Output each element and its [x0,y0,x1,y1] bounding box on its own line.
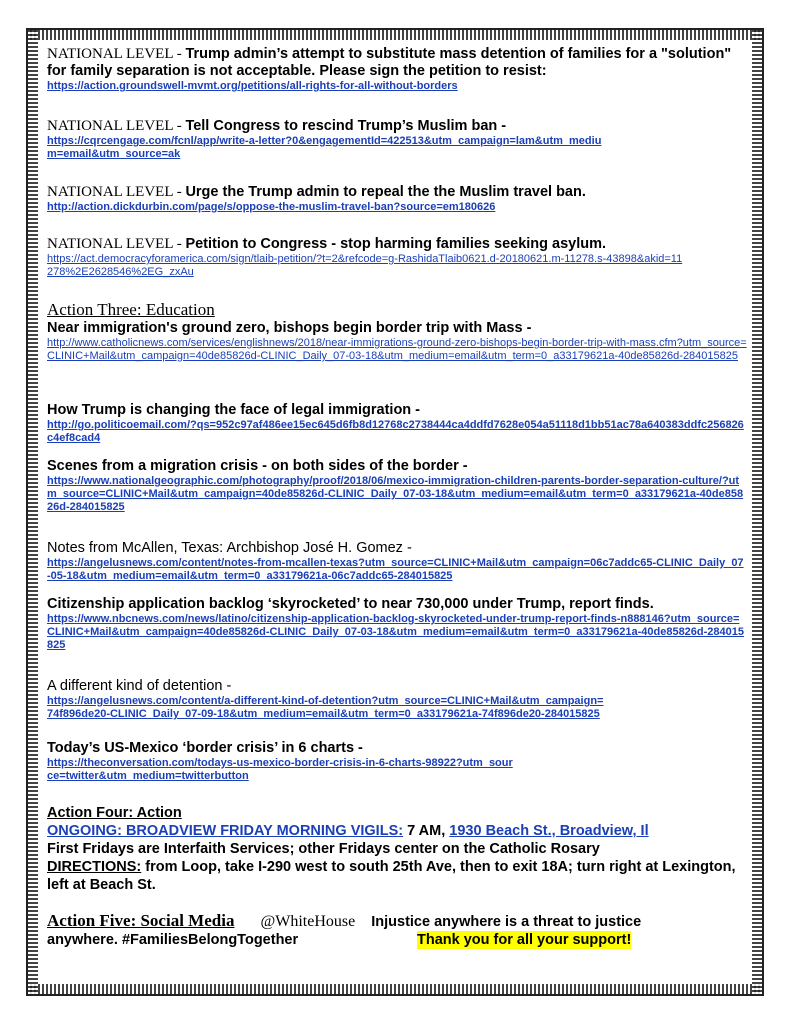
education-item-4 [47,540,747,583]
article-headline: How Trump is changing the face of legal immigration - [47,402,421,418]
level-label: NATIONAL LEVEL - [47,118,186,134]
national-headline: Petition to Congress - stop harming families seeking asylum. [185,236,607,252]
address-link[interactable]: 1930 Beach St., Broadview, Il [449,823,649,839]
national-headline: Tell Congress to rescind Trump’s Muslim ban - [185,118,507,134]
article-link[interactable]: https://www.nationalgeographic.com/photography/proof/2018/06/mexico-immigration-children-parents-border-separation-culture/?utm_source=CLINIC+Mail&utm_campaign=40de85826d-CLINIC_Daily_07-03-18&utm_medium=email&utm_term=0_a33179621a-40de85826d-284015825 [47,475,744,513]
education-item-2 [47,402,747,445]
action-four [47,804,747,894]
level-label: NATIONAL LEVEL - [47,46,186,62]
article-headline: Scenes from a migration crisis - on both sides of the border - [47,458,468,474]
article-link[interactable]: http://www.catholicnews.com/services/englishnews/2018/near-immigrations-ground-zero-bishops-begin-border-trip-with-mass.cfm?utm_source=CLINIC+Mail&utm_campaign=40de85826d-CLINIC_Daily_07-03-18&utm_medium=email&utm_term=0_a33179621a-40de85826d-284015825 [47,337,747,362]
quote-continued: anywhere. #FamiliesBelongTogether [47,932,299,948]
dfa-petition-link[interactable]: https://act.democracyforamerica.com/sign/tlaib-petition/?t=2&refcode=g-RashidaTlaib0621.d-20180621.m-11278.s-43898&akid=11278%2E2628546%2EG_zxAu [47,253,683,278]
level-label: NATIONAL LEVEL - [47,184,186,200]
national-headline: Urge the Trump admin to repeal the the Muslim travel ban. [185,184,586,200]
article-link[interactable]: https://www.nbcnews.com/news/latino/citizenship-application-backlog-skyrocketed-under-trump-report-finds-n888146?utm_source=CLINIC+Mail&utm_campaign=40de85826d-CLINIC_Daily_07-03-18&utm_medium=email&utm_term=0_a33179621a-40de85826d-284015825 [47,613,745,651]
article-link[interactable]: http://go.politicoemail.com/?qs=952c97af486ee15ec645d6fb8d12768c2738444ca4ddfd7628e054a51118d1bb51ac78a640383ddfc256826c4ef8cad4 [47,419,744,444]
national-item-2 [47,118,747,161]
article-headline: Today’s US-Mexico ‘border crisis’ in 6 charts - [47,740,363,756]
article-headline: Notes from McAllen, Texas: Archbishop José H. Gomez - [47,540,412,556]
national-headline: Trump admin’s attempt to substitute mass detention of families for a "solution" for family separation is not acceptable. Please sign the petition to resist: [47,46,732,79]
quote-part: Injustice anywhere is a threat to justice [371,914,642,930]
durbin-link[interactable]: http://action.dickdurbin.com/page/s/oppose-the-muslim-travel-ban?source=em180626 [47,201,496,213]
national-item-1 [47,46,747,93]
national-item-4 [47,236,747,279]
level-label: NATIONAL LEVEL - [47,236,186,252]
vigil-description: First Fridays are Interfaith Services; other Fridays center on the Catholic Rosary [47,841,600,857]
education-item-3 [47,458,747,514]
petition-link[interactable]: https://action.groundswell-mvmt.org/petitions/all-rights-for-all-without-borders [47,80,458,92]
action-five [47,912,747,949]
education-item-6 [47,678,747,721]
article-link[interactable]: https://theconversation.com/todays-us-mexico-border-crisis-in-6-charts-98922?utm_source=twitter&utm_medium=twitterbutton [47,757,513,782]
section-title: Action Five: Social Media [47,911,235,930]
section-title: Action Three: Education [47,300,215,319]
thanks-highlight: Thank you for all your support! [417,932,632,948]
education-item-5 [47,596,747,652]
education-item-1 [47,320,747,363]
article-headline: Citizenship application backlog ‘skyrocketed’ to near 730,000 under Trump, report finds. [47,596,654,612]
article-link[interactable]: https://angelusnews.com/content/notes-from-mcallen-texas?utm_source=CLINIC+Mail&utm_campaign=06c7addc65-CLINIC_Daily_07-05-18&utm_medium=email&utm_term=0_a33179621a-06c7addc65-284015825 [47,557,744,582]
article-headline: Near immigration's ground zero, bishops begin border trip with Mass - [47,320,532,336]
section-title: Action Four: Action [47,805,182,821]
article-headline: A different kind of detention - [47,678,232,694]
education-item-7 [47,740,747,783]
action-three-heading [47,300,747,320]
directions-label: DIRECTIONS: [47,859,142,875]
article-link[interactable]: https://angelusnews.com/content/a-different-kind-of-detention?utm_source=CLINIC+Mail&utm_campaign=74f896de20-CLINIC_Daily_07-09-18&utm_medium=email&utm_term=0_a33179621a-74f896de20-284015825 [47,695,604,720]
vigil-link[interactable]: ONGOING: BROADVIEW FRIDAY MORNING VIGILS: [47,823,404,839]
directions-text: from Loop, take I-290 west to south 25th Ave, then to exit 18A; turn right at Lexington, left at Beach St. [47,859,736,893]
congress-letter-link[interactable]: https://cqrcengage.com/fcnl/app/write-a-letter?0&engagementId=422513&utm_campaign=lam&utm_medium=email&utm_source=ak [47,135,602,160]
vigil-time: 7 AM, [403,823,450,839]
twitter-handle[interactable]: @WhiteHouse [260,913,356,930]
national-item-3 [47,184,747,214]
